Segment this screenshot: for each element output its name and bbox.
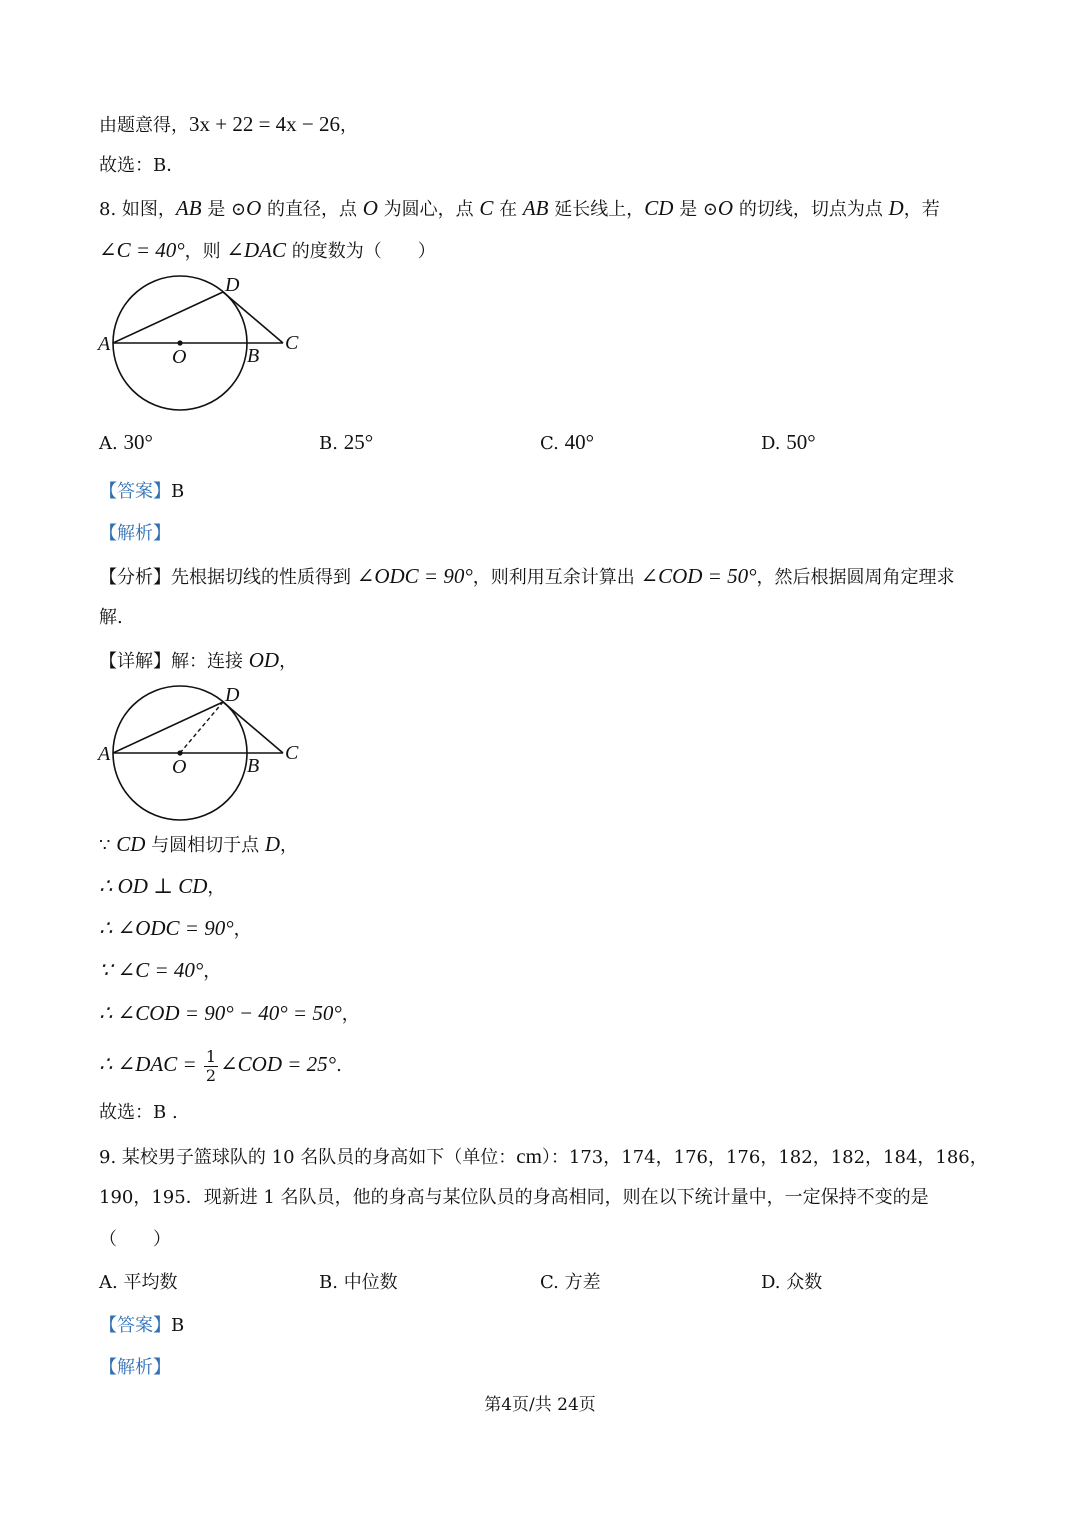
math: AB — [175, 196, 202, 220]
answer-8 — [99, 478, 184, 506]
analysis-tag: 【解析】 — [99, 523, 171, 544]
text: 解：连接 — [171, 651, 249, 672]
line-dc — [223, 292, 283, 343]
q9-option-b — [319, 1269, 398, 1297]
text: 的直径，点 — [261, 199, 363, 220]
text: 的切线，切点为点 — [733, 199, 889, 220]
option-label: C. — [540, 1272, 559, 1293]
fraction-one-half — [204, 1048, 218, 1085]
math: AB — [522, 196, 549, 220]
answer-tag: 【答案】 — [99, 481, 171, 502]
option-label: A. — [99, 1272, 118, 1293]
numerator: 1 — [205, 1046, 217, 1066]
math: OD — [248, 648, 280, 672]
option-label: B. — [319, 433, 338, 454]
text: ， — [341, 1004, 360, 1025]
q9-option-c — [540, 1269, 601, 1297]
analysis-9-header — [99, 1354, 171, 1382]
analysis-summary-2: 解. — [99, 607, 123, 628]
option-label: A. — [99, 433, 118, 454]
label-c: C — [285, 742, 299, 764]
xiangjie-tag: 【详解】 — [99, 651, 171, 672]
question-8-stem-2 — [99, 236, 436, 266]
q8-option-d — [761, 428, 816, 458]
text: ， — [340, 115, 359, 136]
text: 为圆心，点 — [377, 199, 480, 220]
math: C — [479, 196, 494, 220]
text: 8. 如图， — [99, 199, 176, 220]
math: ∠ODC = 90° — [356, 564, 473, 588]
answer-9 — [99, 1312, 184, 1340]
analysis-8-header — [99, 520, 171, 548]
text: ， — [203, 961, 222, 982]
circle-figure-1 — [92, 272, 312, 417]
math: O — [246, 196, 262, 220]
math: CD — [644, 196, 674, 220]
text: ， — [279, 651, 298, 672]
math: ∴ ∠DAC = — [99, 1052, 202, 1076]
q8-option-c — [540, 428, 594, 458]
text: ， — [233, 919, 252, 940]
circle-figure-2 — [92, 682, 312, 827]
option-label: D. — [761, 433, 781, 454]
text: 9. 某校男子篮球队的 10 名队员的身高如下（单位： — [99, 1147, 517, 1168]
label-a: A — [98, 743, 111, 765]
text: . — [336, 1055, 342, 1076]
answer-choice-8: 故选：B . — [99, 1102, 178, 1123]
label-o: O — [172, 346, 187, 368]
step-6 — [99, 1044, 342, 1086]
q8-option-b — [319, 428, 373, 458]
text: 是 ⊙ — [201, 199, 247, 220]
label-a: A — [98, 333, 111, 355]
answer-choice-line: 故选：B． — [99, 155, 185, 176]
text: 先根据切线的性质得到 — [171, 567, 357, 588]
analysis-summary — [99, 562, 955, 592]
step-4 — [99, 956, 221, 986]
text: 由题意得， — [99, 115, 189, 136]
label-o: O — [172, 756, 187, 778]
option-label: C. — [540, 433, 559, 454]
equation: 3x + 22 = 4x − 26 — [189, 112, 341, 136]
step-3 — [99, 914, 252, 944]
question-9-stem — [99, 1142, 988, 1172]
step-2 — [99, 872, 225, 902]
text: 与圆相切于点 — [145, 835, 265, 856]
text: ， — [207, 877, 226, 898]
text: 的度数为（ ） — [286, 241, 436, 262]
q8-option-a — [99, 428, 153, 458]
option-label: B. — [319, 1272, 338, 1293]
option-value: 众数 — [786, 1272, 823, 1293]
analysis-tag: 【解析】 — [99, 1357, 171, 1378]
unit: cm — [516, 1144, 542, 1168]
answer-value: B — [171, 1315, 185, 1336]
label-b: B — [247, 345, 260, 367]
math: O — [717, 196, 734, 220]
math: ∠COD = 50° — [640, 564, 757, 588]
label-d: D — [225, 684, 240, 706]
math: ∴ OD ⊥ CD — [99, 874, 208, 898]
denominator: 2 — [205, 1065, 217, 1085]
label-b: B — [247, 755, 260, 777]
math: ∠C = 40° — [99, 238, 185, 262]
answer-tag: 【答案】 — [99, 1315, 171, 1336]
q9-option-a — [99, 1269, 177, 1297]
label-c: C — [285, 332, 299, 354]
line-dc — [223, 702, 283, 753]
text: 在 — [493, 199, 523, 220]
math: O — [362, 196, 378, 220]
math: D — [264, 832, 280, 856]
text: ）：173，174，176，176，182，182，184，186， — [541, 1147, 988, 1168]
text: 是 ⊙ — [673, 199, 718, 220]
option-value: 中位数 — [343, 1272, 398, 1293]
step-1 — [99, 830, 298, 860]
math: ∴ ∠ODC = 90° — [99, 916, 234, 940]
option-value: 方差 — [564, 1272, 601, 1293]
text: ，若 — [903, 199, 940, 220]
math: CD — [116, 832, 146, 856]
page-footer: 第4页/共 24页 — [484, 1395, 596, 1415]
math: ∠DAC — [226, 238, 287, 262]
math: ∴ ∠COD = 90° − 40° = 50° — [99, 1001, 342, 1025]
option-value: 30° — [123, 430, 153, 454]
label-d: D — [225, 274, 240, 296]
option-value: 25° — [343, 430, 374, 454]
q9-option-d — [761, 1269, 822, 1297]
option-value: 平均数 — [123, 1272, 178, 1293]
derivation-line — [99, 110, 358, 140]
text: ，然后根据圆周角定理求 — [756, 567, 955, 588]
text: ，则利用互余计算出 — [472, 567, 641, 588]
step-5 — [99, 999, 360, 1029]
center-point — [177, 340, 182, 345]
option-value: 50° — [786, 430, 816, 454]
fenxi-tag: 【分析】 — [99, 567, 171, 588]
math: ∵ ∠C = 40° — [99, 958, 204, 982]
text: ，则 — [184, 241, 227, 262]
question-8-stem — [99, 194, 940, 224]
text: ∵ — [99, 835, 117, 856]
text: 延长线上， — [548, 199, 645, 220]
question-9-stem-3: （ ） — [99, 1229, 171, 1250]
line-od-dashed — [180, 702, 223, 753]
answer-value: B — [171, 481, 185, 502]
option-label: D. — [761, 1272, 781, 1293]
question-9-stem-2: 190，195．现新进 1 名队员，他的身高与某位队员的身高相同，则在以下统计量中，一定保持不变的是 — [99, 1187, 929, 1208]
detail-header — [99, 646, 297, 676]
math: D — [888, 196, 904, 220]
text: ， — [280, 835, 298, 856]
option-value: 40° — [564, 430, 594, 454]
math: ∠COD = 25° — [220, 1052, 337, 1076]
center-point — [177, 750, 182, 755]
